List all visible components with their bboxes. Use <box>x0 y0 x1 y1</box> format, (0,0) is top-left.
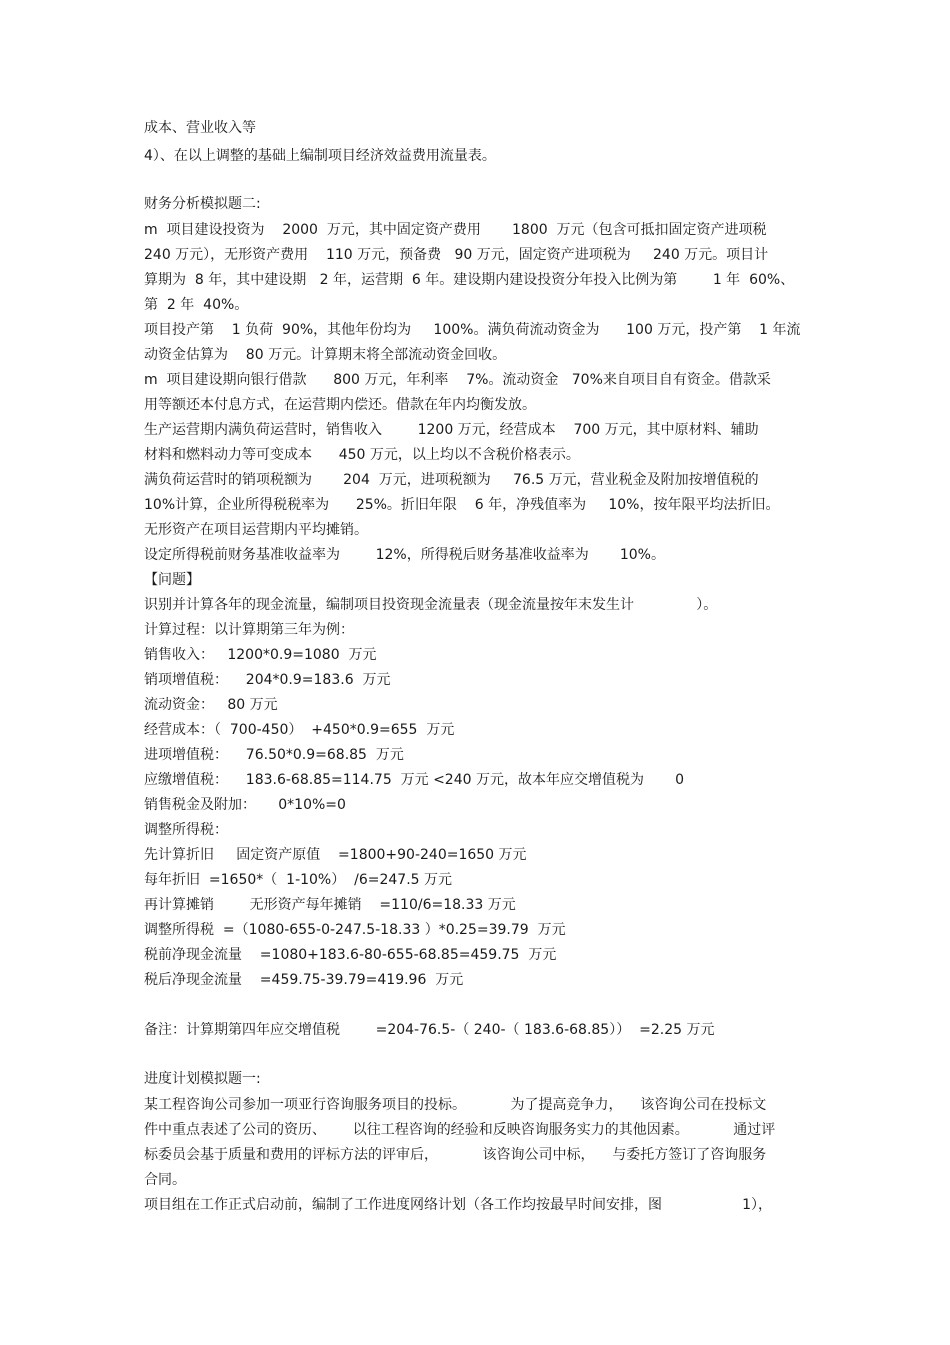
calc-line: 销售收入： 1200*0.9=1080 万元 <box>144 647 377 663</box>
calc-line: 流动资金： 80 万元 <box>144 697 278 713</box>
text-line: 标委员会基于质量和费用的评标方法的评审后， 该咨询公司中标， 与委托方签订了咨询服务 <box>144 1147 767 1163</box>
question-heading: 【问题】 <box>144 572 200 588</box>
text-line: 成本、营业收入等 <box>144 120 256 136</box>
text-line: 4）、在以上调整的基础上编制项目经济效益费用流量表。 <box>144 148 496 164</box>
section-heading: 进度计划模拟题一: <box>144 1071 261 1087</box>
text-line: 算期为 8 年，其中建设期 2 年，运营期 6 年。建设期内建设投资分年投入比例为第 1 年 60%、 <box>144 272 795 288</box>
calc-line: 经营成本：（ 700-450） +450*0.9=655 万元 <box>144 722 455 738</box>
text-line: 识别并计算各年的现金流量，编制项目投资现金流量表（现金流量按年末发生计 ）。 <box>144 597 718 613</box>
text-line: 件中重点表述了公司的资历、 以往工程咨询的经验和反映咨询服务实力的其他因素。 通过评 <box>144 1122 776 1138</box>
section-heading: 财务分析模拟题二: <box>144 196 261 212</box>
text-line: m 项目建设投资为 2000 万元，其中固定资产费用 1800 万元（包含可抵扣固定资产进项税 <box>144 222 767 238</box>
text-line: 计算过程：以计算期第三年为例： <box>144 622 354 638</box>
text-line: 动资金估算为 80 万元。计算期末将全部流动资金回收。 <box>144 347 507 363</box>
text-line: 10%计算，企业所得税税率为 25%。折旧年限 6 年，净残值率为 10%，按年限平均法折旧。 <box>144 497 780 513</box>
text-line: 满负荷运营时的销项税额为 204 万元，进项税额为 76.5 万元，营业税金及附加按增值税的 <box>144 472 759 488</box>
calc-line: 应缴增值税： 183.6-68.85=114.75 万元 <240 万元，故本年应交增值税为 0 <box>144 772 685 788</box>
calc-line: 销项增值税： 204*0.9=183.6 万元 <box>144 672 391 688</box>
text-line: 项目投产第 1 负荷 90%，其他年份均为 100%。满负荷流动资金为 100 万元，投产第 1 年流 <box>144 322 801 338</box>
calc-line: 先计算折旧 固定资产原值 =1800+90-240=1650 万元 <box>144 847 527 863</box>
text-line: 设定所得税前财务基准收益率为 12%，所得税后财务基准收益率为 10%。 <box>144 547 665 563</box>
text-line: 合同。 <box>144 1172 186 1188</box>
calc-line: 进项增值税： 76.50*0.9=68.85 万元 <box>144 747 404 763</box>
note-line: 备注：计算期第四年应交增值税 =204-76.5-（ 240-（ 183.6-68.85）） =2.25 万元 <box>144 1022 715 1038</box>
calc-line: 再计算摊销 无形资产每年摊销 =110/6=18.33 万元 <box>144 897 516 913</box>
calc-line: 调整所得税 =（1080-655-0-247.5-18.33 ）*0.25=39.79 万元 <box>144 922 566 938</box>
calc-line: 税后净现金流量 =459.75-39.79=419.96 万元 <box>144 972 464 988</box>
text-line: 240 万元），无形资产费用 110 万元，预备费 90 万元，固定资产进项税为 240 万元。项目计 <box>144 247 769 263</box>
text-line: 材料和燃料动力等可变成本 450 万元，以上均以不含税价格表示。 <box>144 447 580 463</box>
text-line: 生产运营期内满负荷运营时，销售收入 1200 万元，经营成本 700 万元，其中原材料、辅助 <box>144 422 759 438</box>
text-line: 用等额还本付息方式，在运营期内偿还。借款在年内均衡发放。 <box>144 397 536 413</box>
text-line: m 项目建设期向银行借款 800 万元，年利率 7%。流动资金 70%来自项目自有资金。借款采 <box>144 372 771 388</box>
text-line: 无形资产在项目运营期内平均摊销。 <box>144 522 368 538</box>
text-line: 某工程咨询公司参加一项亚行咨询服务项目的投标。 为了提高竞争力， 该咨询公司在投标文 <box>144 1097 767 1113</box>
calc-line: 销售税金及附加： 0*10%=0 <box>144 797 346 813</box>
text-line: 第 2 年 40%。 <box>144 297 249 313</box>
calc-line: 税前净现金流量 =1080+183.6-80-655-68.85=459.75 万元 <box>144 947 557 963</box>
calc-line: 调整所得税： <box>144 822 228 838</box>
text-line: 项目组在工作正式启动前，编制了工作进度网络计划（各工作均按最早时间安排，图 1）， <box>144 1197 773 1213</box>
calc-line: 每年折旧 =1650*（ 1-10%） /6=247.5 万元 <box>144 872 453 888</box>
